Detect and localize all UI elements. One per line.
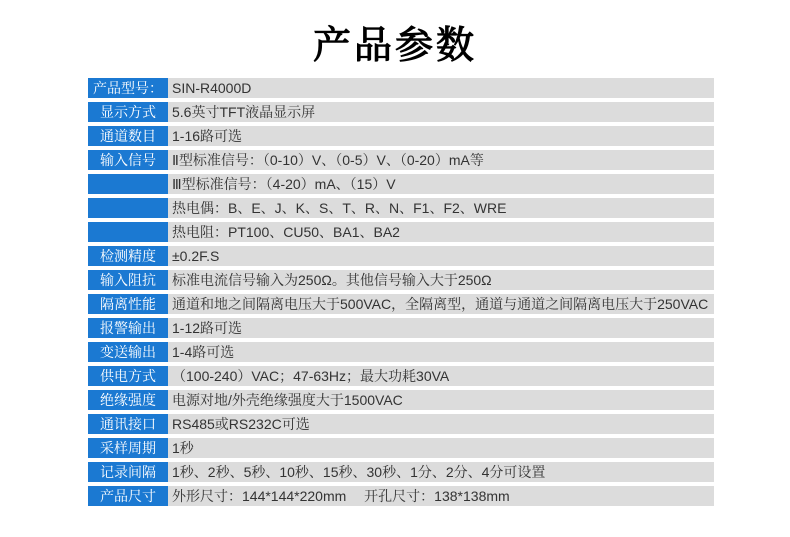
table-row-input-signal-3 [88, 198, 714, 218]
spec-table [88, 78, 714, 510]
spec-value: 1-12路可选 [168, 318, 714, 338]
table-row-channel-count [88, 126, 714, 146]
spec-value: 1秒、2秒、5秒、10秒、15秒、30秒、1分、2分、4分可设置 [168, 462, 714, 482]
spec-label: 通道数目 [88, 126, 168, 146]
spec-label: 产品型号： [88, 78, 168, 98]
spec-value: RS485或RS232C可选 [168, 414, 714, 434]
spec-label: 通讯接口 [88, 414, 168, 434]
spec-label: 供电方式 [88, 366, 168, 386]
spec-label [88, 174, 168, 194]
table-row-insulation-strength [88, 390, 714, 410]
table-row-comm-interface [88, 414, 714, 434]
table-row-transmit-output [88, 342, 714, 362]
table-row-sampling-period [88, 438, 714, 458]
spec-label: 显示方式 [88, 102, 168, 122]
table-row-input-signal-4 [88, 222, 714, 242]
spec-label: 变送输出 [88, 342, 168, 362]
spec-value: 通道和地之间隔离电压大于500VAC，全隔离型，通道与通道之间隔离电压大于250VAC [168, 294, 714, 314]
spec-value: 标准电流信号输入为250Ω。其他信号输入大于250Ω [168, 270, 714, 290]
spec-value: ±0.2F.S [168, 246, 714, 266]
table-row-product-model [88, 78, 714, 98]
spec-value: Ⅲ型标准信号：（4-20）mA、（15）V [168, 174, 714, 194]
spec-label: 输入信号 [88, 150, 168, 170]
spec-value: 热电阻：PT100、CU50、BA1、BA2 [168, 222, 714, 242]
table-row-isolation [88, 294, 714, 314]
spec-value: 5.6英寸TFT液晶显示屏 [168, 102, 714, 122]
spec-value: Ⅱ型标准信号：（0-10）V、（0-5）V、（0-20）mA等 [168, 150, 714, 170]
table-row-input-signal-2 [88, 174, 714, 194]
spec-label: 输入阻抗 [88, 270, 168, 290]
spec-value: 电源对地/外壳绝缘强度大于1500VAC [168, 390, 714, 410]
table-row-input-signal-1 [88, 150, 714, 170]
spec-label [88, 222, 168, 242]
table-row-power-supply [88, 366, 714, 386]
spec-value: 1-16路可选 [168, 126, 714, 146]
spec-label [88, 198, 168, 218]
spec-label: 产品尺寸 [88, 486, 168, 506]
spec-value: （100-240）VAC；47-63Hz；最大功耗30VA [168, 366, 714, 386]
table-row-input-impedance [88, 270, 714, 290]
spec-value: 1秒 [168, 438, 714, 458]
spec-label: 采样周期 [88, 438, 168, 458]
spec-label: 绝缘强度 [88, 390, 168, 410]
spec-value: 热电偶：B、E、J、K、S、T、R、N、F1、F2、WRE [168, 198, 714, 218]
spec-label: 隔离性能 [88, 294, 168, 314]
spec-label: 报警输出 [88, 318, 168, 338]
spec-value: 外形尺寸：144*144*220mm 开孔尺寸：138*138mm [168, 486, 714, 506]
spec-label: 检测精度 [88, 246, 168, 266]
spec-value: SIN-R4000D [168, 78, 714, 98]
table-row-record-interval [88, 462, 714, 482]
spec-value: 1-4路可选 [168, 342, 714, 362]
page-title: 产品参数 [312, 25, 477, 67]
table-row-alarm-output [88, 318, 714, 338]
table-row-display-mode [88, 102, 714, 122]
spec-label: 记录间隔 [88, 462, 168, 482]
table-row-detection-accuracy [88, 246, 714, 266]
table-row-product-size [88, 486, 714, 506]
